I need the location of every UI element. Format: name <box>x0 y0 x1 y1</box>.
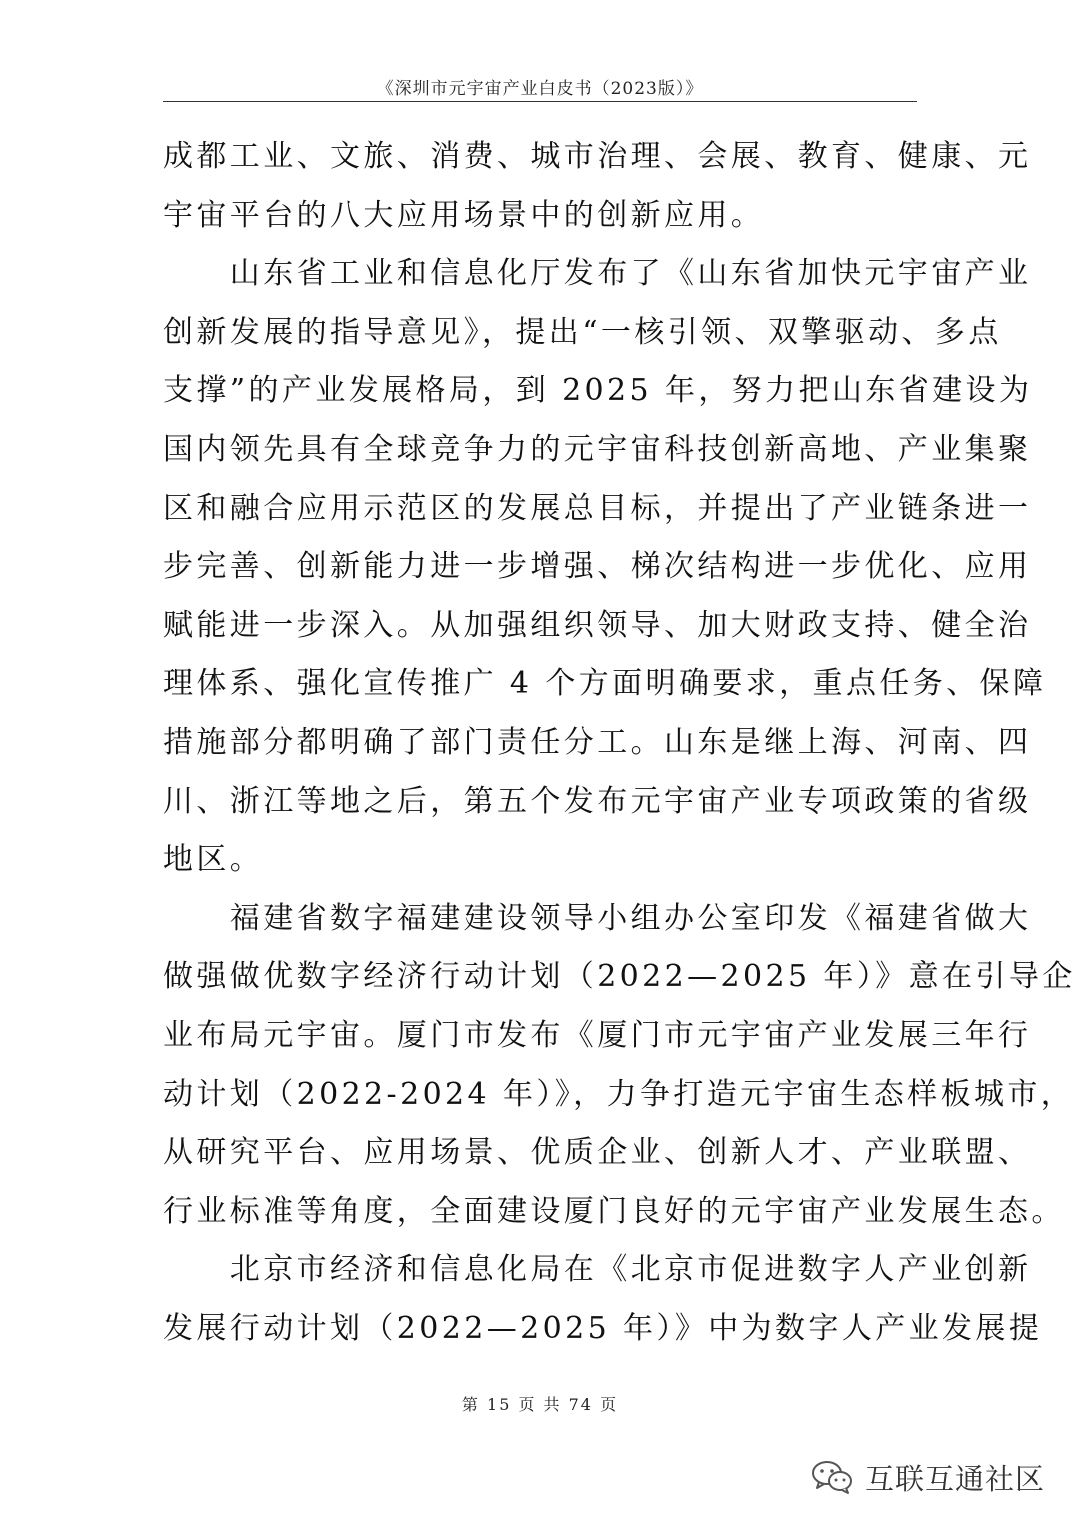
body-text <box>163 128 1076 1358</box>
text-line: 动计划（2022-2024 年）》，力争打造元宇宙生态样板城市， <box>163 1076 1075 1112</box>
watermark-label: 互联互通社区 <box>864 1461 1045 1496</box>
text-line: 宇宙平台的八大应用场景中的创新应用。 <box>163 197 765 233</box>
text-line: 创新发展的指导意见》，提出“一核引领、双擎驱动、多点 <box>163 314 1002 350</box>
wechat-icon <box>811 1459 853 1495</box>
text-line: 北京市经济和信息化局在《北京市促进数字人产业创新 <box>163 1252 1032 1288</box>
text-line: 业布局元宇宙。厦门市发布《厦门市元宇宙产业发展三年行 <box>163 1017 1032 1053</box>
header-divider <box>163 101 917 102</box>
text-line: 国内领先具有全球竞争力的元宇宙科技创新高地、产业集聚 <box>163 431 1032 467</box>
text-line: 行业标准等角度，全面建设厦门良好的元宇宙产业发展生态。 <box>163 1193 1065 1229</box>
text-line: 成都工业、文旅、消费、城市治理、会展、教育、健康、元 <box>163 139 1032 174</box>
text-line: 发展行动计划（2022—2025 年）》中为数字人产业发展提 <box>163 1310 1043 1346</box>
text-line: 区和融合应用示范区的发展总目标，并提出了产业链条进一 <box>163 490 1032 526</box>
text-line: 赋能进一步深入。从加强组织领导、加大财政支持、健全治 <box>163 607 1032 643</box>
text-line: 山东省工业和信息化厅发布了《山东省加快元宇宙产业 <box>163 256 1032 292</box>
text-line: 从研究平台、应用场景、优质企业、创新人才、产业联盟、 <box>163 1135 1032 1171</box>
text-line: 做强做优数字经济行动计划（2022—2025 年）》意在引导企 <box>163 959 1076 995</box>
text-line: 理体系、强化宣传推广 4 个方面明确要求，重点任务、保障 <box>163 666 1047 702</box>
text-line: 地区。 <box>163 842 264 878</box>
text-line: 步完善、创新能力进一步增强、梯次结构进一步优化、应用 <box>163 549 1032 585</box>
document-header: 《深圳市元宇宙产业白皮书（2023版）》 <box>376 79 704 99</box>
text-line: 支撑”的产业发展格局，到 2025 年，努力把山东省建设为 <box>163 373 1033 409</box>
text-line: 川、浙江等地之后，第五个发布元宇宙产业专项政策的省级 <box>163 783 1032 819</box>
text-line: 措施部分都明确了部门责任分工。山东是继上海、河南、四 <box>163 724 1032 760</box>
text-line: 福建省数字福建建设领导小组办公室印发《福建省做大 <box>163 900 1032 936</box>
wechat-watermark <box>811 1454 1045 1500</box>
page-footer: 第 15 页 共 74 页 <box>461 1395 619 1414</box>
